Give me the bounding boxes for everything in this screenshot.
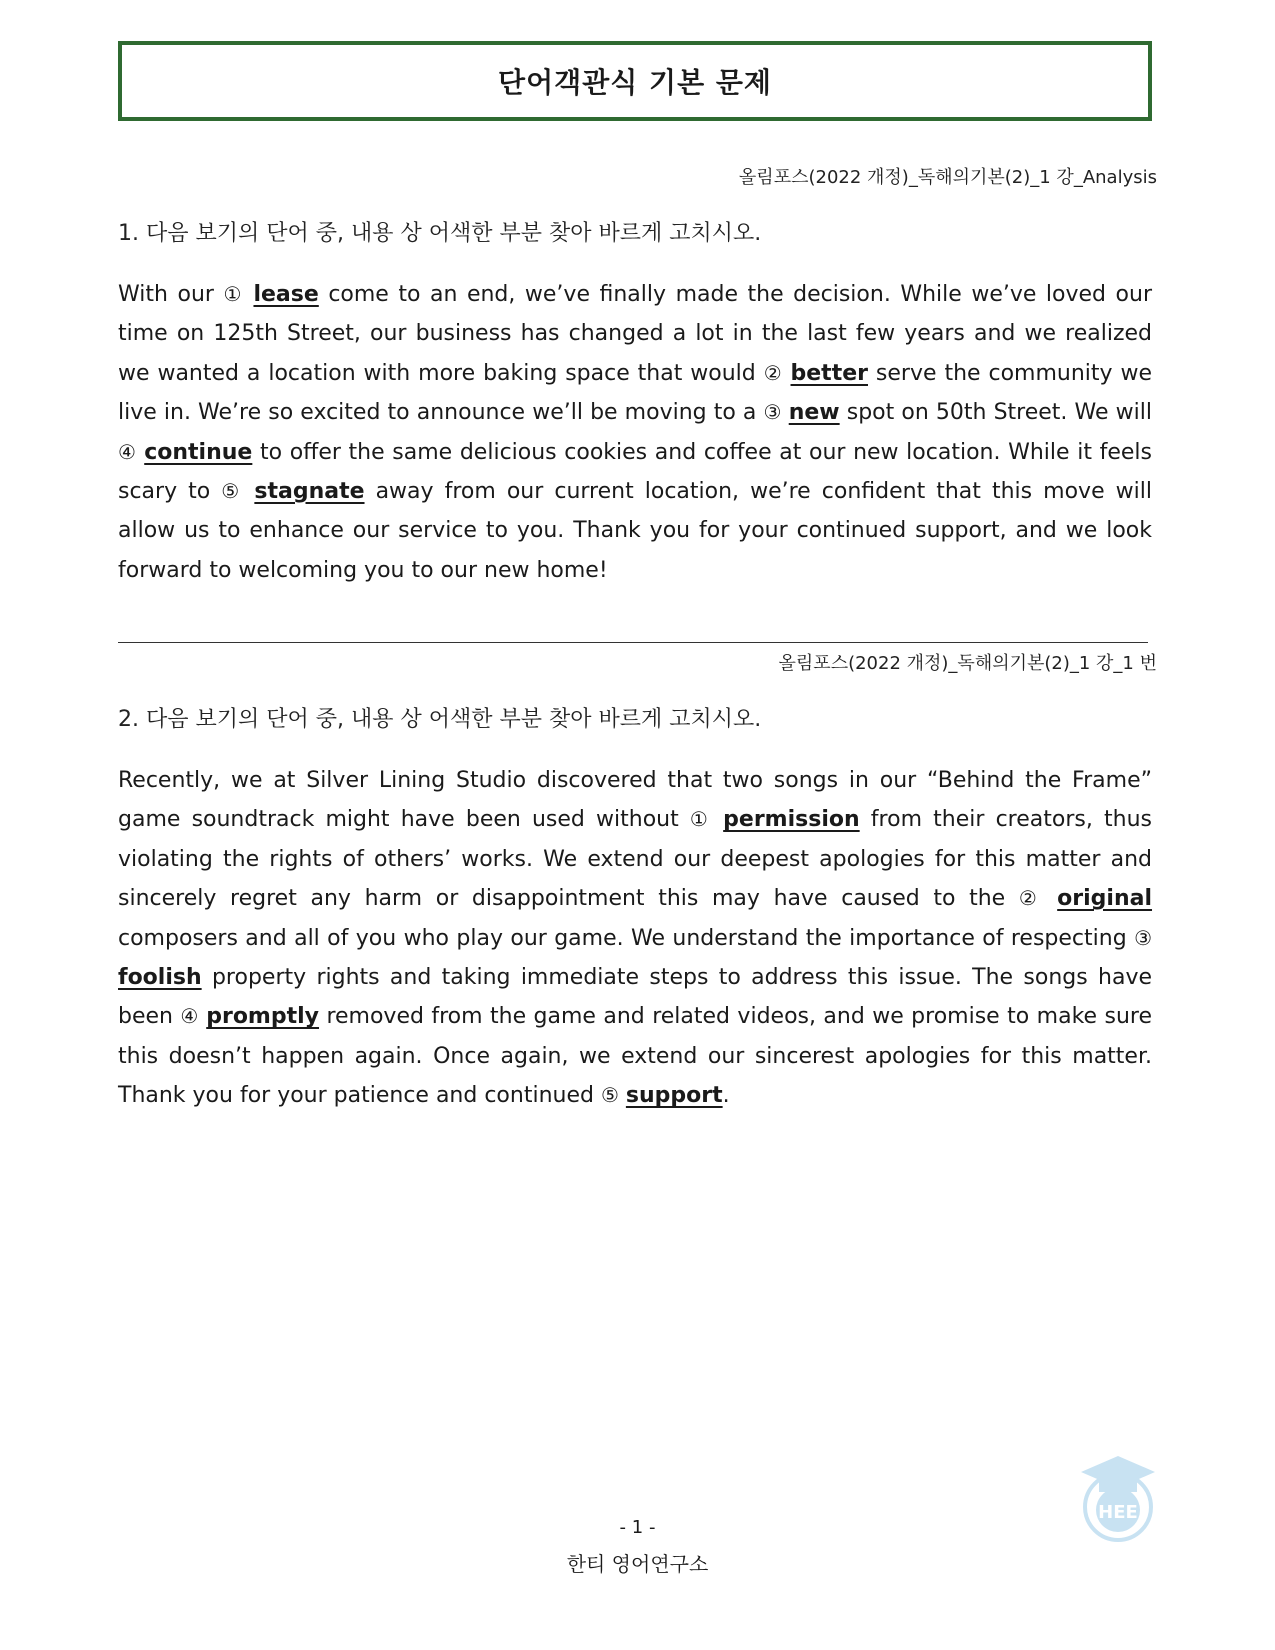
question-2-prompt: 2. 다음 보기의 단어 중, 내용 상 어색한 부분 찾아 바르게 고치시오.	[118, 707, 762, 732]
choice-word: new	[788, 400, 840, 426]
choice-word: promptly	[206, 1004, 320, 1030]
question-2-passage: Recently, we at Silver Lining Studio discovered that two songs in our “Behind the Frame” game soundtrack might have been used without ① permission from their creators, thus violating the rights of others’ works. We extend our deepest apologies for this matter and sincerely regret any harm or disappointment this may have caused to the ② original composers and all of you who play our game. We understand the importance of respecting ③ foolish property rights and taking immediate steps to address this issue. The songs have been ④ promptly removed from the game and related videos, and we promise to make sure this doesn’t happen again. Once again, we extend our sincerest apologies for this matter. Thank you for your patience and continued ⑤ support.	[118, 768, 1153, 1109]
choice-word: support	[625, 1083, 723, 1109]
logo-text: HEE	[1098, 1502, 1138, 1523]
page-number: - 1 -	[619, 1517, 656, 1538]
choice-word: original	[1057, 886, 1153, 912]
question-1-prompt: 1. 다음 보기의 단어 중, 내용 상 어색한 부분 찾아 바르게 고치시오.	[118, 221, 762, 246]
choice-word: permission	[723, 807, 860, 833]
section-divider	[118, 642, 1148, 643]
question-2-source: 올림포스(2022 개정)_독해의기본(2)_1 강_1 번	[778, 653, 1157, 674]
choice-number: ③	[1134, 925, 1152, 950]
choice-number: ①	[689, 807, 712, 832]
choice-word: foolish	[118, 965, 202, 991]
choice-number: ③	[763, 400, 782, 425]
choice-number: ①	[223, 282, 244, 306]
choice-number: ⑤	[221, 479, 244, 504]
choice-word: continue	[144, 439, 253, 465]
page-title: 단어객관식 기본 문제	[498, 66, 772, 99]
choice-number: ②	[763, 360, 783, 385]
choice-word: stagnate	[254, 479, 365, 505]
footer-organization: 한티 영어연구소	[566, 1552, 709, 1576]
choice-number: ④	[180, 1004, 199, 1029]
question-1-passage: With our ① lease come to an end, we’ve finally made the decision. While we’ve loved our time on 125th Street, our business has changed a lot in the last few years and we realized we wanted a location with more baking space that would ② better serve the community we live in. We’re so excited to announce we’ll be moving to a ③ new spot on 50th Street. We will ④ continue to offer the same delicious cookies and coffee at our new location. While it feels scary to ⑤ stagnate away from our current location, we’re confident that this move will allow us to enhance our service to you. Thank you for your continued support, and we look forward to welcoming you to our new home!	[118, 282, 1153, 583]
choice-number: ④	[118, 439, 137, 464]
choice-word: better	[790, 360, 868, 386]
question-1-source: 올림포스(2022 개정)_독해의기본(2)_1 강_Analysis	[738, 167, 1157, 188]
choice-number: ②	[1018, 886, 1044, 911]
choice-word: lease	[253, 282, 319, 307]
title-box	[118, 41, 1152, 121]
choice-number: ⑤	[600, 1083, 619, 1108]
